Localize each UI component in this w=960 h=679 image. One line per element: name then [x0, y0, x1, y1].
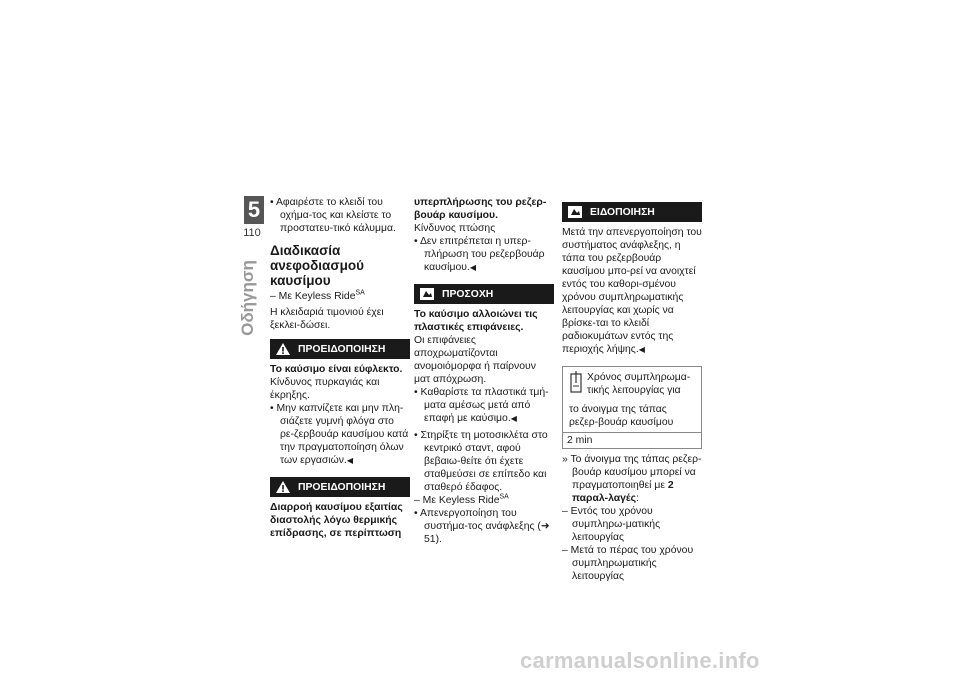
chapter-number: 5: [244, 196, 264, 224]
column-3: [562, 196, 702, 583]
result-text: » Το άνοιγμα της τάπας ρεζερ-βουάρ καυσίμου μπορεί να πραγματοποιηθεί με 2 παραλ-λαγές:: [562, 454, 702, 504]
section-heading: Διαδικασία ανεφοδιασμού καυσίμου: [270, 243, 364, 288]
warning-banner-2: ΠΡΟΕΙΔΟΠΟΙΗΣΗ: [270, 477, 410, 497]
option-after-time: – Μετά το πέρας του χρόνου συμπληρωματικής λειτουργίας: [562, 545, 694, 582]
spec-line: το άνοιγμα της τάπας ρεζερ-βουάρ καυσίμου: [569, 404, 674, 428]
caution-title: Το καύσιμο αλλοιώνει τις πλαστικές επιφάνειες.: [414, 309, 538, 333]
spec-value: 2 min: [563, 432, 701, 448]
notice-banner: ΕΙΔΟΠΟΙΗΣΗ: [562, 202, 702, 222]
warning-text: Κίνδυνος πυρκαγιάς και έκρηξης.: [270, 377, 380, 401]
page-reference[interactable]: 51: [424, 534, 436, 545]
spec-heading: Χρόνος συμπληρωμα-τικής λειτουργίας για: [587, 372, 691, 396]
spec-box: [562, 366, 702, 449]
warning-title-continued: υπερπλήρωσης του ρεζερ-βουάρ καυσίμου.: [414, 197, 547, 221]
page-number: 110: [243, 227, 261, 239]
keyless-condition-2: – Με Keyless Ride$^{SA}$: [414, 493, 509, 506]
bullet-remove-key: • Αφαιρέστε το κλειδί του οχήμα-τος και κλείστε το προστατευ-τικό κάλυμμα.: [270, 197, 396, 234]
caution-banner: ΠΡΟΣΟΧΗ: [414, 284, 554, 304]
notice-text: Μετά την απενεργοποίηση του συστήματος ανάφλεξης, η τάπα του ρεζερβουάρ καυσίμου μπο-ρεί να ανοιχτεί εντός του καθορι-σμένου χρόνου συμπληρωματικής λειτουργίας και χωρίς να βρίσκε-ται το κλειδί ραδιοκυμάτων εντός της περιοχής λήψης.◀: [562, 227, 702, 355]
caution-text: Οι επιφάνειες αποχρωματίζονται ανομοιόμορφα ή παίρνουν ματ απόχρωση.: [414, 335, 536, 385]
center-stand-bullet: • Στηρίξτε τη μοτοσικλέτα στο κεντρικό σταντ, αφού βεβαιω-θείτε ότι έχετε σταθμεύσει σε επίπεδο και σταθερό έδαφος.: [414, 430, 548, 493]
overfill-bullet: • Δεν επιτρέπεται η υπερ-πλήρωση του ρεζερβουάρ καυσίμου.◀: [414, 236, 545, 273]
keyless-condition: – Με Keyless Ride$^{SA}$: [270, 289, 365, 302]
caution-icon: [420, 288, 434, 300]
option-within-time: – Εντός του χρόνου συμπληρω-ματικής λειτουργίας: [562, 506, 661, 543]
warning-icon: [276, 481, 290, 493]
caution-bullet: • Καθαρίστε τα πλαστικά τμή-ματα αμέσως μετά από επαφή με καύσιμο.◀: [414, 387, 549, 424]
ignition-off-bullet: • Απενεργοποίηση του συστήμα-τος ανάφλεξης (➜ 51).: [414, 508, 550, 545]
page-ref-arrow-icon: ➜: [540, 521, 550, 532]
column-1: [270, 196, 410, 540]
warning-banner: ΠΡΟΕΙΔΟΠΟΙΗΣΗ: [270, 339, 410, 359]
steering-lock-text: Η κλειδαριά τιμονιού έχει ξεκλει-δώσει.: [270, 307, 384, 331]
warning-title-leak: Διαρροή καυσίμου εξαιτίας διαστολής λόγω θερμικής επίδρασης, σε περίπτωση: [270, 502, 403, 539]
chapter-title: Οδήγηση: [238, 260, 257, 336]
warning-icon: [276, 343, 290, 355]
watermark: carmanualsonline.info: [520, 648, 760, 673]
warning-bullet: • Μην καπνίζετε και μην πλη-σιάζετε γυμνή φλόγα στο ρε-ζερβουάρ καυσίμου κατά την πραγματοποίηση όλων των εργασιών.◀: [270, 403, 409, 466]
timer-icon: [569, 371, 583, 399]
fall-risk-text: Κίνδυνος πτώσης: [414, 223, 496, 234]
column-2: [414, 196, 554, 546]
warning-title-flammable: Το καύσιμο είναι εύφλεκτο.: [270, 364, 403, 375]
notice-icon: [568, 206, 582, 218]
